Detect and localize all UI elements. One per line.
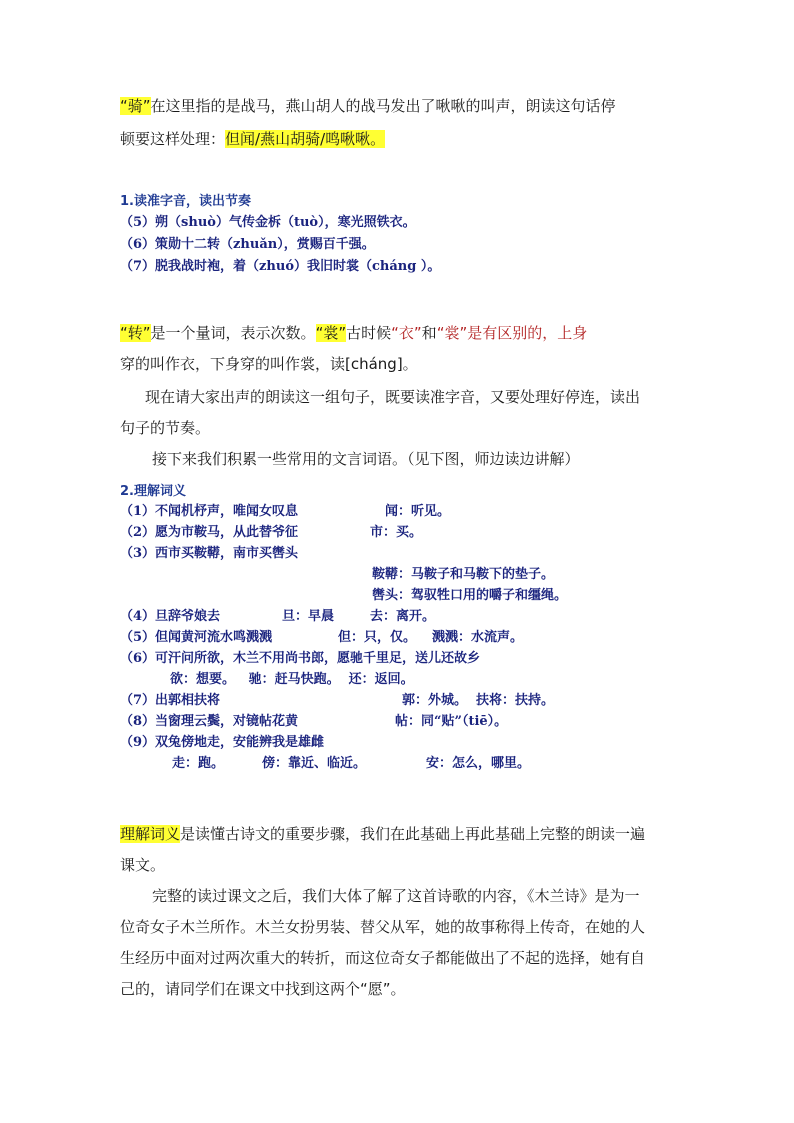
vocab-note: 欲：想要。 驰：赶马快跑。 还：返回。 [170, 672, 414, 687]
vocab-row: （3）西市买鞍鞯，南市买辔头 [120, 546, 299, 561]
text: 是一个量词，表示次数。 [150, 324, 316, 342]
vocab-note: 帖：同“贴”（tiē）。 [395, 714, 508, 729]
red-text: “衣” [391, 324, 422, 342]
vocab-row: （9）双兔傍地走，安能辨我是雄雌 [120, 735, 325, 750]
text: 古时候 [346, 324, 392, 342]
vocab-row: （7）出郭相扶将 [120, 693, 221, 708]
vocab-note: 鞍鞯：马鞍子和马鞍下的垫子。 [372, 567, 555, 582]
highlight-pause: 但闻/燕山胡骑/鸣啾啾。 [225, 130, 386, 148]
paragraph-line: 现在请大家出声的朗读这一组句子，既要读准字音，又要处理好停连，读出 [145, 388, 641, 406]
vocab-row: （5）但闻黄河流水鸣溅溅 [120, 630, 273, 645]
reading-item: （5）朔（shuò）气传金柝（tuò），寒光照铁衣。 [120, 215, 416, 230]
vocab-row: （2）愿为市鞍马，从此替爷征 [120, 525, 299, 540]
vocab-note: 郭：外城。 扶将：扶持。 [402, 693, 555, 708]
paragraph-line: 接下来我们积累一些常用的文言词语。（见下图，师边读边讲解） [152, 450, 580, 468]
vocab-note: 安：怎么，哪里。 [426, 756, 531, 771]
vocab-row: （6）可汗问所欲，木兰不用尚书郎，愿驰千里足，送儿还故乡 [120, 651, 481, 666]
reading-item: （6）策勋十二转（zhuǎn），赏赐百千强。 [120, 237, 375, 252]
vocab-row: （1）不闻机杼声，唯闻女叹息 [120, 504, 299, 519]
vocab-note: 傍：靠近、临近。 [262, 756, 367, 771]
vocab-row: （4）旦辞爷娘去 [120, 609, 221, 624]
reading-title: 1.读准字音，读出节奏 [120, 194, 251, 209]
paragraph-line: 句子的节奏。 [120, 419, 211, 437]
vocab-note: 旦：早晨 [282, 609, 335, 624]
highlight-zhuan: “转” [120, 324, 151, 342]
paragraph-line: 位奇女子木兰所作。木兰女扮男装、替父从军，她的故事称得上传奇，在她的人 [120, 918, 646, 936]
reading-item: （7）脱我战时袍，着（zhuó）我旧时裳（cháng ）。 [120, 259, 441, 274]
red-text: 是有区别的，上身 [467, 324, 588, 342]
paragraph-line: 穿的叫作衣，下身穿的叫作裳，读[cháng]。 [120, 355, 418, 373]
paragraph-line: 己的，请同学们在课文中找到这两个“愿”。 [120, 980, 406, 998]
text: 是读懂古诗文的重要步骤，我们在此基础上再此基础上完整的朗读一遍 [180, 825, 646, 843]
vocab-note: 市：买。 [370, 525, 423, 540]
highlight-qi: “骑” [120, 97, 151, 115]
vocab-note: 辔头：驾驭牲口用的嚼子和缰绳。 [372, 588, 568, 603]
vocab-note: 但：只，仅。 [338, 630, 417, 645]
highlight-understand: 理解词义 [120, 825, 181, 843]
paragraph-line: 完整的读过课文之后，我们大体了解了这首诗歌的内容，《木兰诗》是为一 [152, 887, 640, 905]
vocab-row: （8）当窗理云鬓，对镜帖花黄 [120, 714, 299, 729]
text: 和 [421, 324, 437, 342]
vocab-note: 去：离开。 [370, 609, 436, 624]
paragraph-line: 课文。 [120, 856, 166, 874]
vocab-note: 闻：听见。 [385, 504, 451, 519]
vocab-note: 溅溅：水流声。 [432, 630, 524, 645]
text: 在这里指的是战马，燕山胡人的战马发出了啾啾的叫声，朗读这句话停 [150, 97, 616, 115]
text: 顿要这样处理： [120, 130, 226, 148]
paragraph-zhuan [120, 317, 676, 350]
paragraph-line: 生经历中面对过两次重大的转折，而这位奇女子都能做出了不起的选择，她有自 [120, 949, 646, 967]
highlight-chang: “裳” [315, 324, 347, 342]
paragraph-understand-line1 [120, 818, 676, 851]
red-text: “裳” [436, 324, 468, 342]
vocab-note: 走：跑。 [172, 756, 225, 771]
vocab-title: 2.理解词义 [120, 484, 186, 499]
paragraph-qi-line2 [120, 123, 676, 156]
paragraph-qi-line1 [120, 90, 676, 123]
